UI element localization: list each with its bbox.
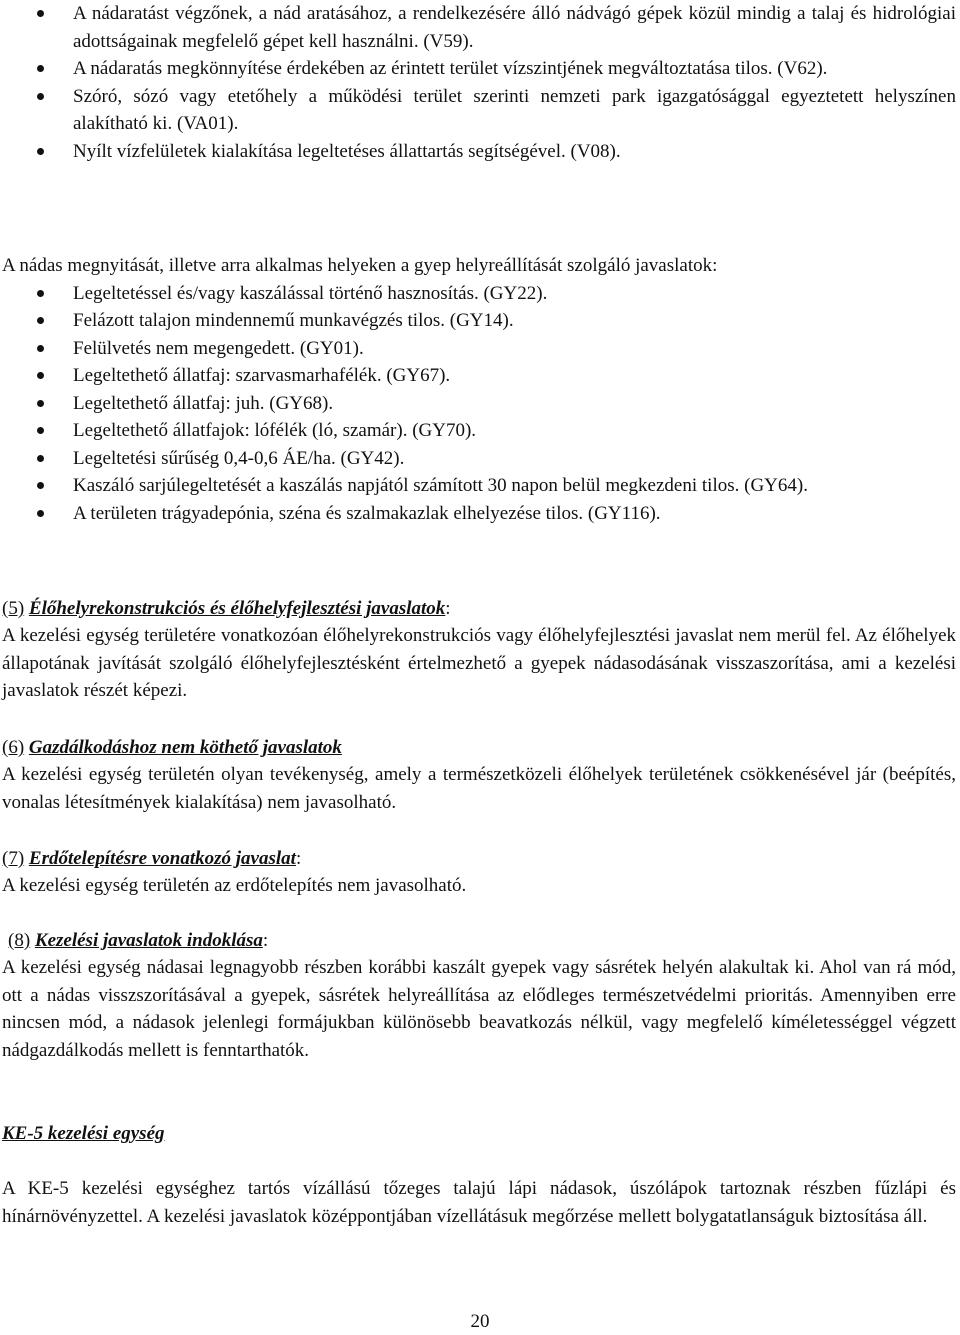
list-item	[2, 0, 956, 55]
list-item	[2, 307, 956, 335]
page-number: 20	[470, 1311, 490, 1332]
section-7-heading	[2, 845, 301, 873]
grazing-section	[2, 252, 956, 527]
section-suffix: :	[445, 598, 451, 619]
bullet-icon	[37, 148, 44, 155]
section-7-body: A kezelési egység területén az erdőtelepítés nem javasolható.	[2, 875, 467, 896]
section-number: (5)	[2, 598, 25, 619]
bullet-icon	[37, 317, 44, 324]
list-item-text: Nyílt vízfelületek kialakítása legeltetéses állattartás segítségével. (V08).	[73, 140, 621, 162]
section-number: (8)	[8, 930, 31, 951]
list-item	[2, 55, 956, 83]
list-item	[2, 83, 956, 138]
bullet-icon	[37, 345, 44, 352]
list-item-text: Legeltetéssel és/vagy kaszálással történő hasznosítás. (GY22).	[73, 282, 548, 304]
list-item-text: Legeltethető állatfajok: lófélék (ló, szamár). (GY70).	[73, 420, 477, 441]
list-item	[2, 500, 956, 528]
section-title: Élőhelyrekonstrukciós és élőhelyfejlesztési javaslatok	[28, 598, 446, 619]
list-item-text: Legeltethető állatfaj: szarvasmarhafélék. (GY67).	[73, 365, 451, 386]
list-item	[2, 472, 956, 500]
section-5-heading	[2, 595, 451, 623]
list-item-text: Kaszáló sarjúlegeltetését a kaszálás napjától számított 30 napon belül megkezdeni tilos. (GY64).	[73, 475, 808, 496]
bullet-icon	[37, 482, 44, 489]
bullet-icon	[37, 372, 44, 379]
section-6-heading	[2, 734, 342, 762]
bullet-icon	[37, 427, 44, 434]
list-item-text: A területen trágyadepónia, széna és szalmakazlak elhelyezése tilos. (GY116).	[73, 502, 661, 524]
top-bullet-list-block	[2, 0, 956, 165]
list-item-text: Felázott talajon mindennemű munkavégzés tilos. (GY14).	[73, 310, 514, 331]
ke5-heading: KE-5 kezelési egység	[2, 1123, 165, 1144]
grazing-intro: A nádas megnyitását, illetve arra alkalmas helyeken a gyep helyreállítását szolgáló javaslatok:	[2, 255, 718, 276]
list-item-text: Legeltethető állatfaj: juh. (GY68).	[73, 392, 334, 414]
list-item	[2, 138, 956, 166]
list-item	[2, 417, 956, 445]
list-item-text: Felülvetés nem megengedett. (GY01).	[73, 337, 364, 359]
section-suffix: :	[262, 930, 269, 951]
section-title: Gazdálkodáshoz nem köthető javaslatok	[28, 737, 342, 758]
list-item-text: Legeltetési sűrűség 0,4-0,6 ÁE/ha. (GY42).	[73, 447, 405, 469]
list-item-text: Szóró, sózó vagy etetőhely a működési terület szerinti nemzeti park igazgatósággal egyeztetett helyszínen alakítható ki. (VA01).	[73, 85, 956, 134]
bullet-icon	[37, 290, 44, 297]
section-5-body: A kezelési egység területére vonatkozóan élőhelyrekonstrukciós vagy élőhelyfejlesztési javaslat nem merül fel. Az élőhelyek állapotának javítását szolgáló élőhelyfejlesztésként értelmezhető a gyepek nádasodásának visszaszorítása, ami a kezelési javaslatok részét képezi.	[2, 625, 956, 701]
bullet-icon	[37, 510, 44, 517]
list-item	[2, 445, 956, 473]
section-8-body: A kezelési egység nádasai legnagyobb részben korábbi kaszált gyepek vagy sásrétek helyén alakultak ki. Ahol van rá mód, ott a nádas visszszorításával a gyepek, sásrétek helyreállítása az elődleges természetvédelmi prioritás. Amennyiben erre nincsen mód, a nádasok jelenlegi formájukban különösebb beavatkozás nélkül, vagy megfelelő kíméletességgel végzett nádgazdálkodás mellett is fenntarthatók.	[2, 957, 956, 1061]
list-item	[2, 280, 956, 308]
list-item	[2, 390, 956, 418]
bullet-icon	[37, 65, 44, 72]
ke5-body: A KE-5 kezelési egységhez tartós vízállású tőzeges talajú lápi nádasok, úszólápok tartoznak részben fűzlápi és hínárnövényzettel. A kezelési javaslatok középpontjában vízellátásuk megőrzése mellett bolygatatlanságuk biztosítása áll.	[2, 1178, 956, 1227]
list-item-text: A nádaratást végzőnek, a nád aratásához, a rendelkezésére álló nádvágó gépek közül mindig a talaj és hidrológiai adottságainak megfelelő gépet kell használni. (V59).	[73, 3, 956, 52]
section-number: (7)	[2, 848, 25, 869]
top-bullet-list	[2, 0, 956, 165]
grazing-bullet-list	[2, 280, 956, 528]
list-item-text: A nádaratás megkönnyítése érdekében az érintett terület vízszintjének megváltoztatása tilos. (V62).	[73, 58, 828, 79]
list-item	[2, 335, 956, 363]
bullet-icon	[37, 10, 44, 17]
section-title: Erdőtelepítésre vonatkozó javaslat	[28, 848, 296, 869]
bullet-icon	[37, 400, 44, 407]
list-item	[2, 362, 956, 390]
bullet-icon	[37, 93, 44, 100]
section-number: (6)	[2, 737, 25, 758]
section-6-body: A kezelési egység területén olyan tevékenység, amely a természetközeli élőhelyek területének csökkenésével jár (beépítés, vonalas létesítmények kialakítása) nem javasolható.	[2, 764, 956, 813]
bullet-icon	[37, 455, 44, 462]
section-title: Kezelési javaslatok indoklása	[34, 930, 263, 951]
section-8-heading	[8, 927, 268, 955]
section-suffix: :	[295, 848, 302, 869]
